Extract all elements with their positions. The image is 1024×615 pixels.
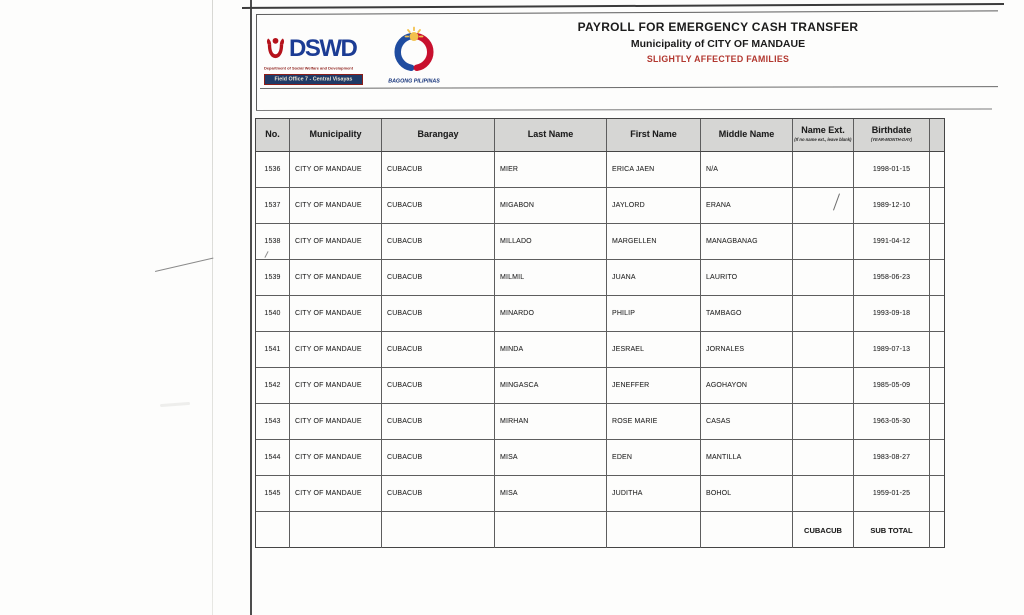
table-row [256,188,944,224]
header-sublabel: (YEAR-MONTH-DAY) [870,137,913,142]
cell-no: 1539 [256,260,290,295]
table-body [256,152,944,512]
header-cell-cutoff [930,119,944,151]
cell-first-name: JESRAEL [607,332,701,367]
cell-last-name: MIER [495,152,607,187]
cell-name-ext [793,404,854,439]
cell-name-ext [793,368,854,403]
cell-last-name: MIRHAN [495,404,607,439]
header-box-bottom-rule [256,108,992,111]
cell-municipality: CITY OF MANDAUE [290,152,382,187]
header-cell-last-name [495,119,607,151]
cell-barangay: CUBACUB [382,404,495,439]
cell-middle-name: CASAS [701,404,793,439]
header-label: Name Ext. [801,125,845,136]
printed-border-left [256,14,257,110]
document-title: PAYROLL FOR EMERGENCY CASH TRANSFER [577,20,859,34]
header-cell-barangay [382,119,495,151]
header-label: No. [265,129,280,140]
footer-cell-subtotal: SUB TOTAL [854,512,930,548]
header-cell-birthdate [854,119,930,151]
table-row [256,440,944,476]
cell-cutoff [930,260,944,295]
cell-first-name: MARGELLEN [607,224,701,259]
cell-cutoff [930,332,944,367]
cell-middle-name: LAURITO [701,260,793,295]
table-row [256,404,944,440]
cell-first-name: ROSE MARIE [607,404,701,439]
scan-page-shadow-line [212,0,213,615]
cell-no: 1538 [256,224,290,259]
cell-cutoff [930,404,944,439]
cell-middle-name: JORNALES [701,332,793,367]
table-row [256,368,944,404]
document-classification: SLIGHTLY AFFECTED FAMILIES [646,54,790,64]
pen-mark-margin-stroke [155,258,214,273]
cell-name-ext [793,476,854,511]
cell-municipality: CITY OF MANDAUE [290,368,382,403]
header-label: First Name [630,129,677,140]
dswd-acronym: DSWD [289,35,357,62]
dswd-department-line: Department of Social Welfare and Development [264,67,354,71]
footer-cell-middle-name [701,512,793,548]
header-label: Last Name [527,129,574,140]
cell-no: 1545 [256,476,290,511]
scan-smudge [160,402,190,407]
header-label: Birthdate [871,125,912,136]
header-cell-name-ext [793,119,854,151]
cell-middle-name: TAMBAGO [701,296,793,331]
cell-last-name: MIGABON [495,188,607,223]
cell-name-ext [793,224,854,259]
cell-name-ext [793,296,854,331]
cell-no: 1537 [256,188,290,223]
footer-cell-barangay-total: CUBACUB [793,512,854,548]
cell-cutoff [930,224,944,259]
header-label: Barangay [417,129,459,140]
header-cell-first-name [607,119,701,151]
scan-page-edge-line [250,0,252,615]
dswd-field-office-badge [264,74,363,85]
cell-last-name: MINARDO [495,296,607,331]
cell-name-ext [793,152,854,187]
cell-first-name: EDEN [607,440,701,475]
cell-municipality: CITY OF MANDAUE [290,260,382,295]
cell-last-name: MILLADO [495,224,607,259]
document-title-block [500,20,936,64]
cell-birthdate: 1989-12-10 [854,188,930,223]
cell-middle-name: BOHOL [701,476,793,511]
payroll-table [255,118,945,548]
cell-birthdate: 1991-04-12 [854,224,930,259]
header-cell-no [256,119,290,151]
table-row [256,476,944,512]
cell-cutoff [930,368,944,403]
cell-barangay: CUBACUB [382,368,495,403]
cell-barangay: CUBACUB [382,260,495,295]
cell-middle-name: MANAGBANAG [701,224,793,259]
footer-cell-no [256,512,290,548]
cell-last-name: MILMIL [495,260,607,295]
cell-no: 1542 [256,368,290,403]
printed-border-top [256,10,998,15]
cell-no: 1540 [256,296,290,331]
cell-no: 1541 [256,332,290,367]
cell-cutoff [930,440,944,475]
cell-birthdate: 1959-01-25 [854,476,930,511]
cell-cutoff [930,188,944,223]
header-separator-rule [260,86,998,89]
cell-birthdate: 1963-05-30 [854,404,930,439]
cell-barangay: CUBACUB [382,188,495,223]
cell-last-name: MINDA [495,332,607,367]
footer-cell-first-name [607,512,701,548]
cell-municipality: CITY OF MANDAUE [290,188,382,223]
cell-municipality: CITY OF MANDAUE [290,476,382,511]
table-row [256,296,944,332]
header-label: Municipality [309,129,362,140]
cell-barangay: CUBACUB [382,296,495,331]
cell-municipality: CITY OF MANDAUE [290,440,382,475]
cell-no: 1536 [256,152,290,187]
header-cell-middle-name [701,119,793,151]
cell-last-name: MISA [495,476,607,511]
header-label: Middle Name [718,129,775,140]
cell-middle-name: MANTILLA [701,440,793,475]
cell-cutoff [930,476,944,511]
cell-municipality: CITY OF MANDAUE [290,332,382,367]
table-row [256,332,944,368]
cell-first-name: JAYLORD [607,188,701,223]
scan-page-top-edge [242,3,1004,9]
cell-no: 1544 [256,440,290,475]
cell-last-name: MISA [495,440,607,475]
cell-barangay: CUBACUB [382,224,495,259]
dswd-logo [264,36,366,82]
cell-birthdate: 1989-07-13 [854,332,930,367]
footer-cell-municipality [290,512,382,548]
dswd-person-icon [264,36,287,66]
cell-no: 1543 [256,404,290,439]
cell-barangay: CUBACUB [382,332,495,367]
cell-barangay: CUBACUB [382,152,495,187]
table-row [256,224,944,260]
cell-cutoff [930,296,944,331]
header-sublabel: (If no name ext., leave blank) [794,137,852,142]
footer-cell-cutoff [930,512,944,548]
cell-first-name: JUDITHA [607,476,701,511]
cell-cutoff [930,152,944,187]
table-row [256,260,944,296]
cell-municipality: CITY OF MANDAUE [290,224,382,259]
footer-cell-barangay [382,512,495,548]
cell-barangay: CUBACUB [382,476,495,511]
cell-first-name: JUANA [607,260,701,295]
cell-birthdate: 1993-09-18 [854,296,930,331]
cell-birthdate: 1985-05-09 [854,368,930,403]
cell-municipality: CITY OF MANDAUE [290,296,382,331]
cell-name-ext [793,188,854,223]
cell-middle-name: N/A [701,152,793,187]
header-cell-municipality [290,119,382,151]
cell-first-name: PHILIP [607,296,701,331]
cell-name-ext [793,260,854,295]
cell-barangay: CUBACUB [382,440,495,475]
cell-municipality: CITY OF MANDAUE [290,404,382,439]
cell-first-name: JENEFFER [607,368,701,403]
cell-birthdate: 1983-08-27 [854,440,930,475]
footer-cell-last-name [495,512,607,548]
cell-birthdate: 1958-06-23 [854,260,930,295]
cell-name-ext [793,332,854,367]
cell-name-ext [793,440,854,475]
table-row [256,152,944,188]
cell-first-name: ERICA JAEN [607,152,701,187]
bagong-pilipinas-label: BAGONG PILIPINAS [388,78,440,85]
cell-middle-name: AGOHAYON [701,368,793,403]
cell-middle-name: ERANA [701,188,793,223]
cell-last-name: MINGASCA [495,368,607,403]
dswd-field-office-label: Field Office 7 - Central Visayas [274,76,353,83]
bagong-pilipinas-icon [389,62,439,79]
document-subtitle: Municipality of CITY OF MANDAUE [630,38,806,50]
cell-birthdate: 1998-01-15 [854,152,930,187]
table-header-row [256,119,944,152]
bagong-pilipinas-logo [371,25,457,85]
table-subtotal-row [256,512,944,548]
